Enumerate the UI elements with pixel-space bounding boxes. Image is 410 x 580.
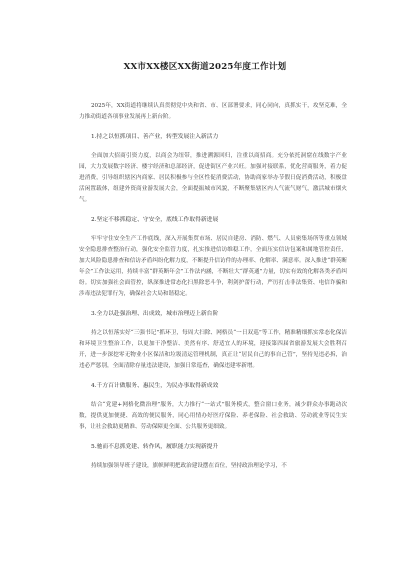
section-4-heading: 4.千方百计做服务、惠民生，为民办事取得新成效 bbox=[91, 383, 219, 389]
section-5-heading: 5.驰而不息抓党建、转作风，履职能力实现新提升 bbox=[91, 444, 219, 450]
document-body bbox=[79, 101, 347, 472]
spacer bbox=[79, 372, 347, 381]
spacer bbox=[79, 123, 347, 132]
spacer bbox=[79, 300, 347, 309]
section-5-body: 持续加强领导班子建设，旗帜鲜明把政治建设摆在首位，坚持政治理论学习，不 bbox=[91, 463, 287, 469]
spacer bbox=[79, 453, 347, 461]
section-3-heading: 3.全力以赴强治理、出成效，城市治理迈上新台阶 bbox=[91, 311, 219, 317]
section-3-body: 持之以恒落实好“三强书记”抓环卫，每周大扫除、网格员“一日双巡”等工作，精准精细抓实常态化保洁和环境卫生整治工作，以更加干净整洁、美然有序、舒适宜人的环境，迎接第四届省旅游发展大会胜利召开，进一步深挖零无物业小区保洁和垃圾清运管理机制，真正让“居民自己的事自己管”，坚持见违必拆，治违必严惩别，全面清除存量违法建设，加强日常巡查，确保违建零新增。 bbox=[79, 330, 347, 369]
section-2-body: 牢牢守住安全生产工作底线，深入开展集贸市场、居民自建房、消防、燃气、人员密集场所等重点领域安全隐患排查整治行动，强化安全监管力度，扎实推进信访维稳工作，全面压实信访包案和属地管控责任，加大风险隐患排查和信访矛盾纠纷化解力度，不断提升信访件的办理率、化解率、满意率。深入推进“群英断年会”工作法运用，持续丰富“群英断年会”工作法内涵，不断壮大“群英通”力量，切实有效的化解各类矛盾纠纷。切实加强社会面管控，纵深推进常态化扫黑除恶斗争，利剑护蕾行动，严厉打击非法集资、电信诈骗和涉毒违法犯罪行为，确保社会大局和谐稳定。 bbox=[79, 236, 347, 297]
intro-paragraph: 2025年，XX街道将继续认真贯彻党中央和省、市、区部署要求，同心同向，真抓实干，攻坚克难，全力推动街道各项事业发展再上新台阶。 bbox=[79, 103, 347, 120]
spacer bbox=[79, 226, 347, 234]
spacer bbox=[79, 433, 347, 442]
section-2-heading: 2.坚定不移抓稳定、守安全，底线工作取得新进展 bbox=[91, 217, 219, 223]
section-4-body: 结合“党建+网格化微治理”服务，大力推行“一站式”服务模式，整合窗口业务，减少群众办事跑动次数，提供更加便捷、高效的便民服务，同心用情办好医疗保险、养老保险、社会救助、劳动就业等民生实事，让社会救助更精准、劳动保障更全面、公共服务更细致。 bbox=[79, 402, 347, 430]
spacer bbox=[79, 206, 347, 215]
section-1-body: 全面加大招商引资力度，以商会为纽带，推进溯源回归，注重以商招商。充分依托洞窟在线数字产业园，大力发展数字经济、楼宇经济和总部经济，促进街区产业兴旺。加强对接联系，优化营商服务，着力促进消费，引导组织辖区内商家、居民积极参与全区性促消费活动，协助商家举办节假日促消费活动，积极盘活闲置载体，组建外资商业游发展大会，全面提振城市风貌，不断聚集辖区内人气流气财气，激活城市烟火气。 bbox=[79, 153, 347, 203]
section-1-heading: 1.持之以恒抓项目、善产业，转型发展注入新活力 bbox=[91, 134, 219, 140]
spacer bbox=[79, 392, 347, 400]
document-title: XX市XX楼区XX街道2025年度工作计划 bbox=[123, 62, 287, 72]
spacer bbox=[79, 320, 347, 328]
spacer bbox=[79, 143, 347, 151]
